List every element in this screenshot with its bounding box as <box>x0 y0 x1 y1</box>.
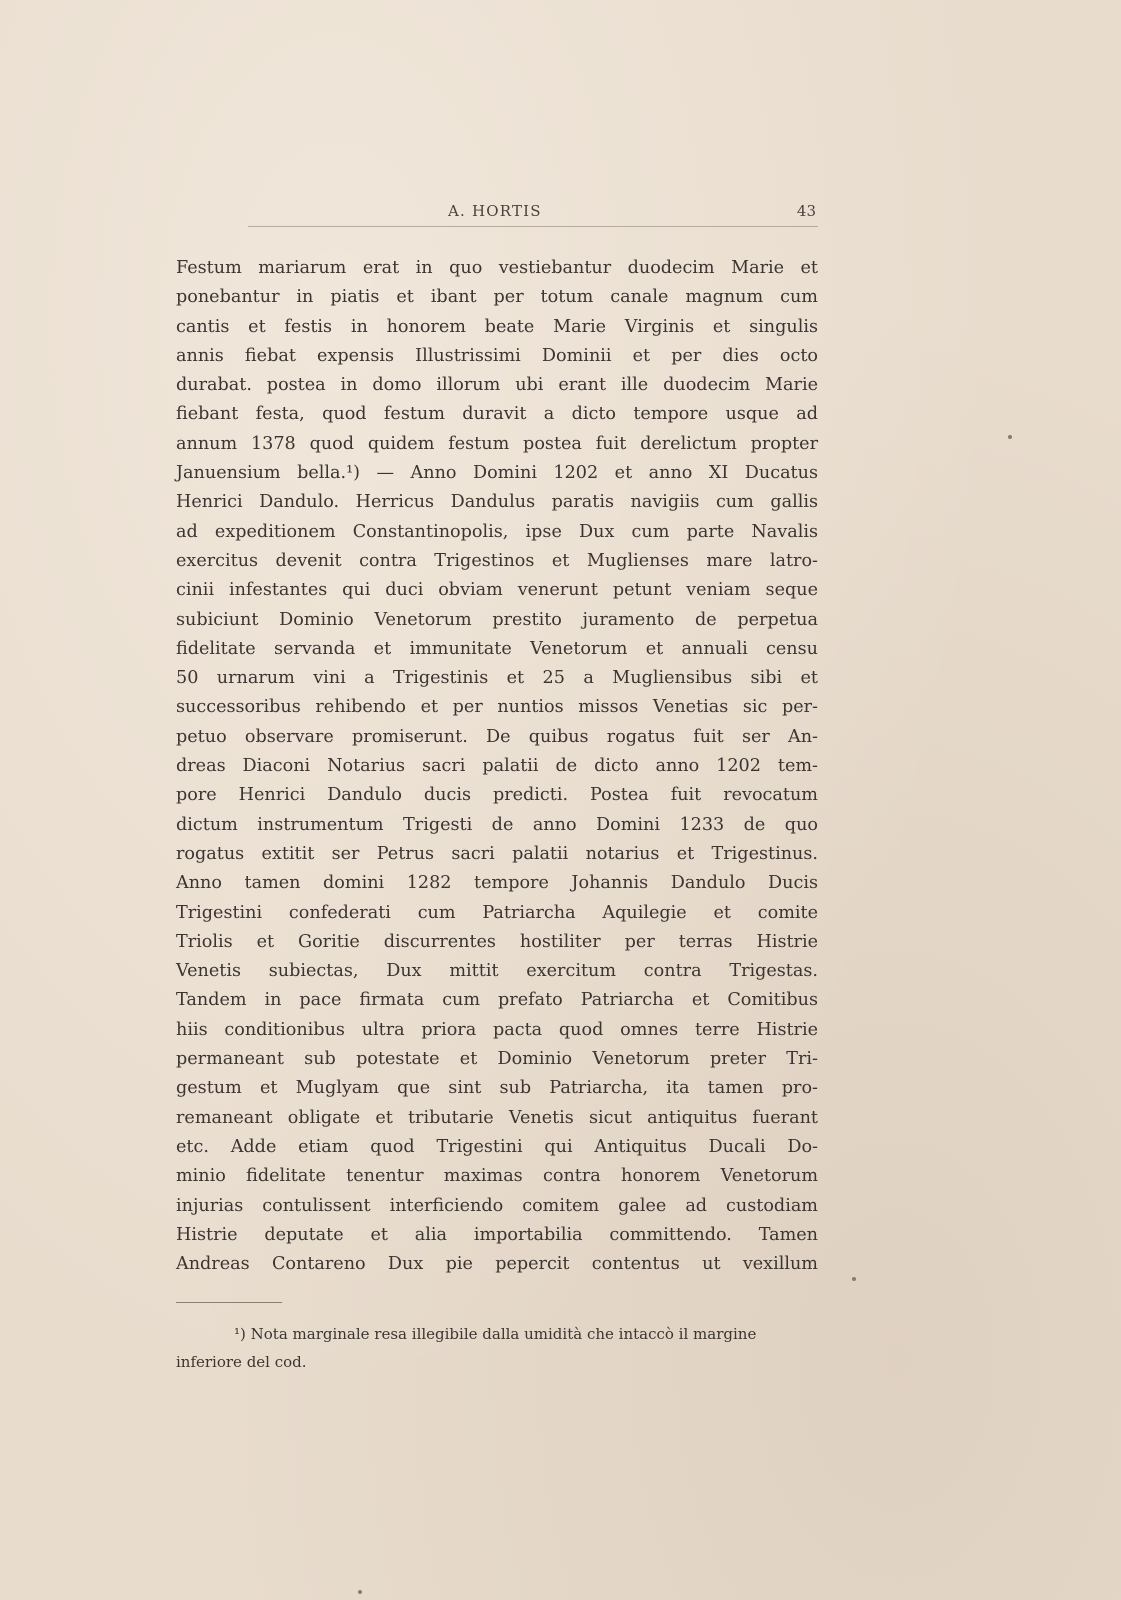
body-line: annum 1378 quod quidem festum postea fuit derelictum propter <box>176 433 818 454</box>
body-line: gestum et Muglyam que sint sub Patriarcha, ita tamen pro- <box>176 1078 818 1099</box>
body-line: Januensium bella.¹) — Anno Domini 1202 et anno XI Ducatus <box>176 463 818 484</box>
body-line: petuo observare promiserunt. De quibus rogatus fuit ser An- <box>176 726 818 747</box>
paper-speck <box>852 1277 856 1281</box>
body-line: Henrici Dandulo. Herricus Dandulus paratis navigiis cum gallis <box>176 492 818 513</box>
body-line: exercitus devenit contra Trigestinos et Muglienses mare latro- <box>176 550 818 571</box>
body-line: cinii infestantes qui duci obviam venerunt petunt veniam seque <box>176 580 818 601</box>
body-line: Histrie deputate et alia importabilia committendo. Tamen <box>176 1224 818 1245</box>
body-line: cantis et festis in honorem beate Marie Virginis et singulis <box>176 316 818 337</box>
footnote-line: inferiore del cod. <box>176 1353 307 1371</box>
body-line: Festum mariarum erat in quo vestiebantur duodecim Marie et <box>176 258 818 278</box>
body-line: successoribus rehibendo et per nuntios missos Venetias sic per- <box>176 697 818 718</box>
body-line: 50 urnarum vini a Trigestinis et 25 a Mugliensibus sibi et <box>176 668 818 689</box>
body-line: pore Henrici Dandulo ducis predicti. Postea fuit revocatum <box>176 785 818 806</box>
body-line: fiebant festa, quod festum duravit a dicto tempore usque ad <box>176 404 818 425</box>
body-line: subiciunt Dominio Venetorum prestito juramento de perpetua <box>176 609 818 630</box>
running-head <box>176 202 816 224</box>
body-line: Andreas Contareno Dux pie pepercit contentus ut vexillum <box>176 1254 818 1275</box>
body-line: ponebantur in piatis et ibant per totum canale magnum cum <box>176 287 818 308</box>
paper-speck <box>1008 435 1012 439</box>
body-line: Venetis subiectas, Dux mittit exercitum contra Trigestas. <box>176 961 818 982</box>
body-line: annis fiebat expensis Illustrissimi Dominii et per dies octo <box>176 345 818 366</box>
body-line: etc. Adde etiam quod Trigestini qui Antiquitus Ducali Do- <box>176 1136 818 1157</box>
body-line: dreas Diaconi Notarius sacri palatii de dicto anno 1202 tem- <box>176 756 818 777</box>
body-line: rogatus extitit ser Petrus sacri palatii notarius et Trigestinus. <box>176 843 818 864</box>
body-line: fidelitate servanda et immunitate Venetorum et annuali censu <box>176 638 818 659</box>
footnote-rule <box>176 1302 282 1303</box>
body-line: Triolis et Goritie discurrentes hostiliter per terras Histrie <box>176 931 818 952</box>
body-line: hiis conditionibus ultra priora pacta quod omnes terre Histrie <box>176 1019 818 1040</box>
body-line: permaneant sub potestate et Dominio Venetorum preter Tri- <box>176 1049 818 1070</box>
footnote <box>176 1320 824 1376</box>
body-line: Tandem in pace firmata cum prefato Patriarcha et Comitibus <box>176 990 818 1011</box>
body-line: Trigestini confederati cum Patriarcha Aquilegie et comite <box>176 902 818 923</box>
body-line: durabat. postea in domo illorum ubi erant ille duodecim Marie <box>176 375 818 396</box>
page-number: 43 <box>796 202 816 220</box>
footnote-line: ¹) Nota marginale resa illegibile dalla umidità che intaccò il margine <box>234 1325 757 1343</box>
body-line: minio fidelitate tenentur maximas contra honorem Venetorum <box>176 1166 818 1187</box>
header-rule <box>248 226 818 227</box>
running-title: A. HORTIS <box>448 202 542 220</box>
paper-speck <box>358 1590 362 1594</box>
body-line: Anno tamen domini 1282 tempore Johannis Dandulo Ducis <box>176 873 818 894</box>
body-line: remaneant obligate et tributarie Venetis sicut antiquitus fuerant <box>176 1107 818 1128</box>
body-line: ad expeditionem Constantinopolis, ipse Dux cum parte Navalis <box>176 521 818 542</box>
body-line: dictum instrumentum Trigesti de anno Domini 1233 de quo <box>176 814 818 835</box>
body-text <box>176 254 818 1279</box>
body-line: injurias contulissent interficiendo comitem galee ad custodiam <box>176 1195 818 1216</box>
